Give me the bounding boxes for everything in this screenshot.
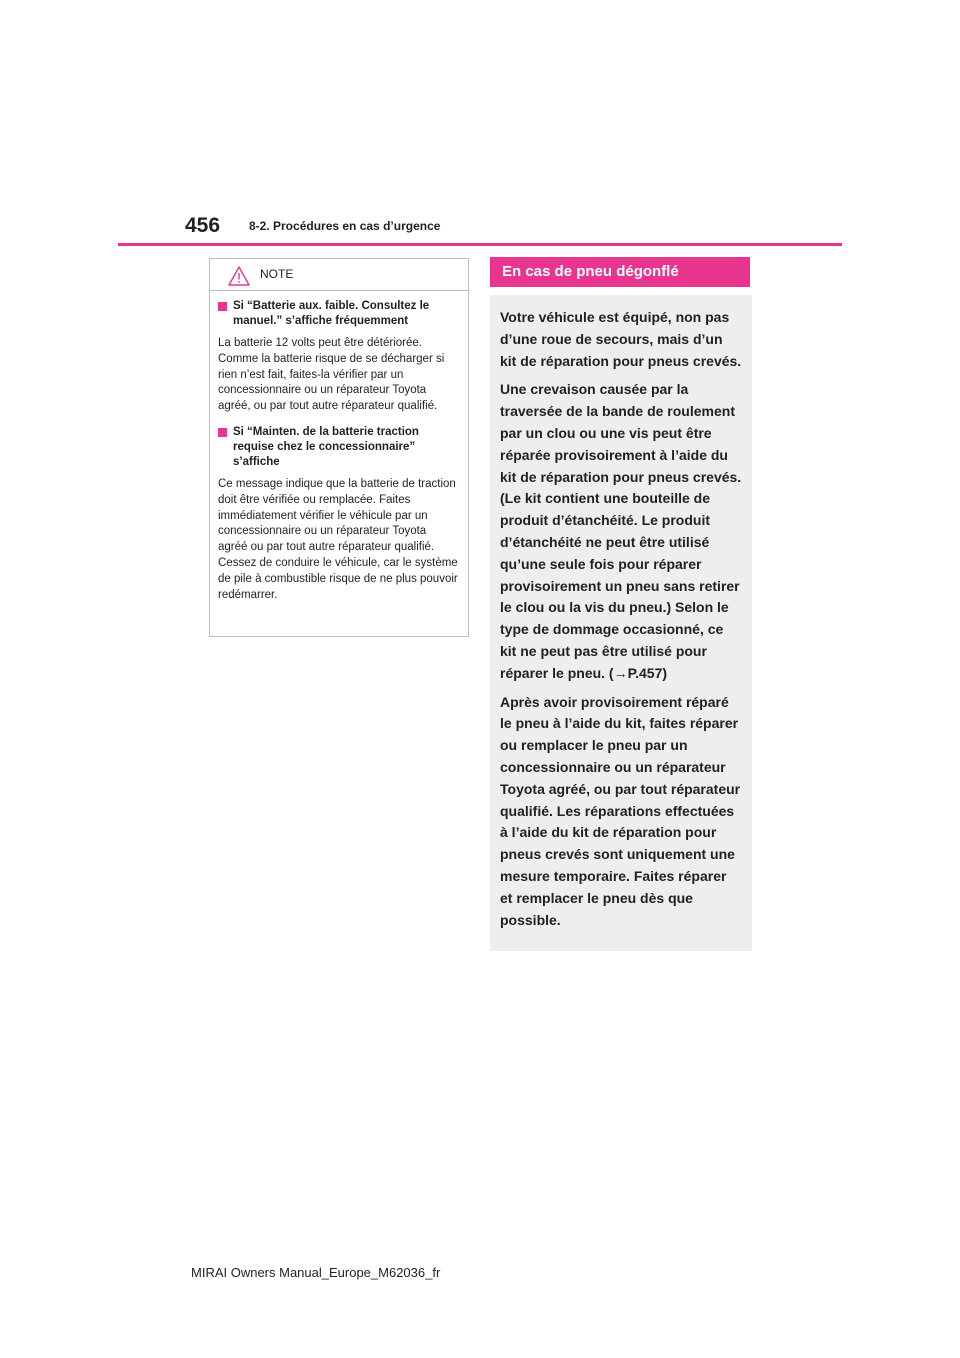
info-paragraph-1: Votre véhicule est équipé, non pas d’une roue de secours, mais d’un kit de réparation pour pneus crevés. [500, 309, 742, 369]
flat-tire-info-box [490, 295, 752, 951]
note-paragraph-2: Ce message indique que la batterie de traction doit être vérifiée ou remplacée. Faites immédiatement vérifier le véhicule par un concessionnaire ou un réparateur Toyota agréé ou par tout autre réparateur qualifié. [218, 477, 456, 554]
footer-text: MIRAI Owners Manual_Europe_M62036_fr [191, 1265, 441, 1280]
note-label: NOTE [260, 267, 294, 281]
header-rule [118, 243, 842, 246]
info-paragraph-3: Après avoir provisoirement réparé le pneu à l’aide du kit, faites réparer ou remplacer le pneu par un concessionnaire ou un réparateur Toyota agréé, ou par tout réparateur qualifié. Les réparations effectuées à l’aide du kit de réparation pour pneus crevés sont uniquement une mesure temporaire. Faites réparer et remplacer le pneu dès que possible. [500, 693, 741, 928]
info-paragraph-2: Une crevaison causée par la traversée de la bande de roulement par un clou ou une vis peut être réparée provisoirement à l’aide du kit de réparation pour pneus crevés. (Le kit contient une bouteille de produit d’étanchéité. Le produit d’étanchéité ne peut être utilisé qu’une seule fois pour réparer provisoirement un pneu sans retirer le clou ou la vis du pneu.) Selon le type de dommage occasionné, ce kit ne peut pas être utilisé pour réparer le pneu. (→P.457) [500, 381, 742, 681]
note-paragraph-1: La batterie 12 volts peut être détériorée. Comme la batterie risque de se décharger si rien n’est fait, faites-la vérifier par un concessionnaire ou un réparateur Toyota agréé, ou par tout autre réparateur qualifié. [218, 337, 445, 413]
flat-tire-banner: En cas de pneu dégonflé [490, 257, 750, 287]
note-paragraph-3: Cessez de conduire le véhicule, car le système de pile à combustible risque de ne plus pouvoir redémarrer. [218, 556, 458, 601]
note-box [209, 258, 469, 637]
page-number: 456 [185, 214, 221, 237]
note-subheading-2: Si “Mainten. de la batterie traction requise chez le concessionnaire” s’affiche [218, 425, 458, 470]
section-title: 8-2. Procédures en cas d’urgence [249, 219, 441, 233]
warning-triangle-icon [228, 266, 250, 286]
note-subheading-1: Si “Batterie aux. faible. Consultez le manuel.” s’affiche fréquemment [218, 299, 458, 329]
note-header [210, 259, 468, 291]
bullet-square-icon [218, 302, 227, 311]
bullet-square-icon [218, 428, 227, 437]
note-body [210, 291, 468, 603]
